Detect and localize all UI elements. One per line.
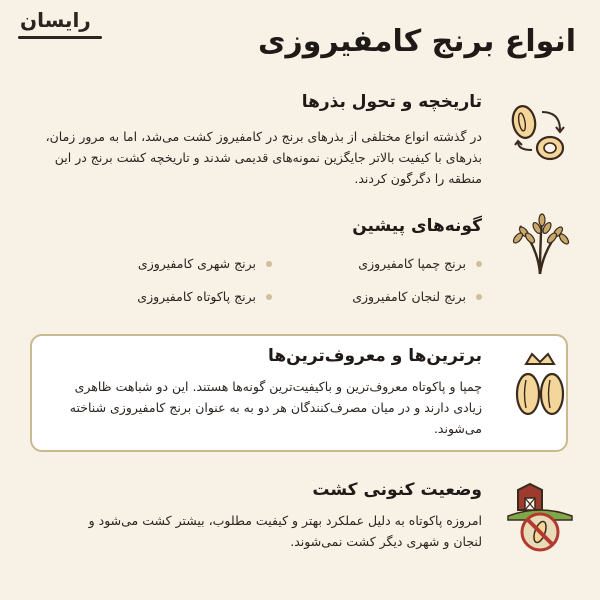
section-best-text: چمپا و پاکوتاه معروف‌ترین و باکیفیت‌ترین گونه‌ها هستند. این دو شباهت ظاهری زیادی دارند و در میان مصرف‌کنندگان هر دو به به عنوان برنج کامفیروزی شناخته می‌شوند. <box>69 379 482 436</box>
bullet-icon <box>266 294 272 300</box>
farm-no-cultivation-icon <box>504 480 576 552</box>
list-item: برنج پاکوتاه کامفیروزی <box>137 289 272 304</box>
section-best-title: برترین‌ها و معروف‌ترین‌ها <box>268 346 482 366</box>
bullet-icon <box>476 294 482 300</box>
list-item: برنج شهری کامفیروزی <box>138 256 272 271</box>
brand-logo: رایسان <box>20 8 91 32</box>
logo-underline <box>18 36 102 39</box>
crown-grains-icon <box>506 350 574 418</box>
bullet-icon <box>476 261 482 267</box>
list-item: برنج لنجان کامفیروزی <box>352 289 482 304</box>
section-current-status-title: وضعیت کنونی کشت <box>312 480 482 500</box>
page-title: انواع برنج کامفیروزی <box>257 24 576 59</box>
section-history-title: تاریخچه و تحول بذرها <box>301 92 482 112</box>
bullet-icon <box>266 261 272 267</box>
section-history-text: در گذشته انواع مختلفی از بذرهای برنج در کامفیروز کشت می‌شد، اما به مرور زمان، بذرهای با کیفیت بالاتر جایگزین نمونه‌های قدیمی شدند و تاریخچه کشت برنج در این منطقه را دگرگون کردند. <box>45 129 482 186</box>
list-item: برنج چمپا کامفیروزی <box>358 256 482 271</box>
section-previous-varieties-title: گونه‌های پیشین <box>352 216 482 236</box>
seed-cycle-icon <box>506 100 574 168</box>
wheat-icon <box>506 208 574 276</box>
section-current-status-text: امروزه پاکوتاه به دلیل عملکرد بهتر و کیفیت مطلوب، بیشتر کشت می‌شود و لنجان و شهری دیگر کشت نمی‌شوند. <box>88 513 482 549</box>
variety-list <box>102 256 482 316</box>
